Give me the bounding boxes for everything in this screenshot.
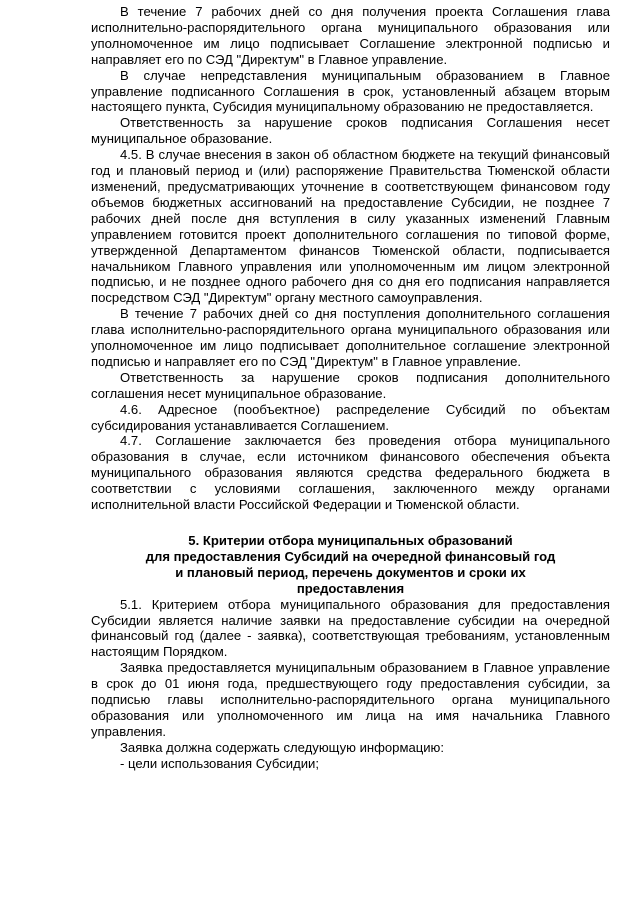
section-spacer — [91, 513, 610, 533]
paragraph: 4.7. Соглашение заключается без проведения отбора муниципального образования в случае, если источником финансового обеспечения объекта муниципального образования являются средства федерального бюджета в соответствии с условиями соглашения, заключенного между органами исполнительной власти Российской Федерации и Тюменской области. — [91, 433, 610, 513]
paragraph: В течение 7 рабочих дней со дня получения проекта Соглашения глава исполнительно-распорядительного органа муниципального образования или уполномоченное им лицо подписывает Соглашение электронной подписью и направляет его по СЭД "Директум" в Главное управление. — [91, 4, 610, 67]
paragraph: 4.6. Адресное (пообъектное) распределение Субсидий по объектам субсидирования устанавливается Соглашением. — [91, 401, 610, 433]
heading-line: предоставления — [296, 580, 405, 596]
paragraph: Заявка должна содержать следующую информацию: — [120, 739, 445, 755]
section-heading — [91, 533, 610, 597]
paragraph: Ответственность за нарушение сроков подписания дополнительного соглашения несет муниципальное образование. — [91, 369, 610, 401]
paragraph: В течение 7 рабочих дней со дня поступления дополнительного соглашения глава исполнительно-распорядительного органа муниципального образования или уполномоченное им лицо подписывает дополнительное соглашение электронной подписью и направляет его по СЭД "Директум" в Главное управление. — [91, 306, 610, 369]
paragraph: В случае непредставления муниципальным образованием в Главное управление подписанного Соглашения в срок, установленный абзацем вторым настоящего пункта, Субсидия муниципальному образованию не предоставляется. — [91, 67, 610, 115]
heading-line: 5. Критерии отбора муниципальных образований — [188, 533, 513, 548]
document-page — [91, 4, 610, 772]
paragraph: Ответственность за нарушение сроков подписания Соглашения несет муниципальное образование. — [91, 115, 610, 147]
list-item: - цели использования Субсидии; — [120, 755, 319, 771]
heading-line: для предоставления Субсидий на очередной финансовый год — [145, 548, 556, 564]
paragraph: 5.1. Критерием отбора муниципального образования для предоставления Субсидии является наличие заявки на предоставление субсидии на очередной финансовый год (далее - заявка), соответствующая требованиям, установленным настоящим Порядком. — [91, 596, 610, 660]
heading-line: и плановый период, перечень документов и сроки их — [175, 564, 526, 580]
paragraph: 4.5. В случае внесения в закон об областном бюджете на текущий финансовый год и плановый период и (или) распоряжение Правительства Тюменской области изменений, предусматривающих уточнение в соответствующем финансовом году объемов бюджетных ассигнований на предоставление Субсидии, не позднее 7 рабочих дней после дня вступления в силу указанных изменений Главным управлением готовится проект дополнительного соглашения по типовой форме, утвержденной Департаментом финансов Тюменской области, подписывается начальником Главного управления или уполномоченным им лицом электронной подписью, и не позднее одного рабочего дня со дня его подписания направляется посредством СЭД "Директум" органу местного самоуправления. — [91, 147, 610, 306]
paragraph: Заявка предоставляется муниципальным образованием в Главное управление в срок до 01 июня года, предшествующего году предоставления субсидии, за подписью главы исполнительно-распорядительного органа муниципального образования или уполномоченного им лица на имя начальника Главного управления. — [91, 660, 610, 739]
